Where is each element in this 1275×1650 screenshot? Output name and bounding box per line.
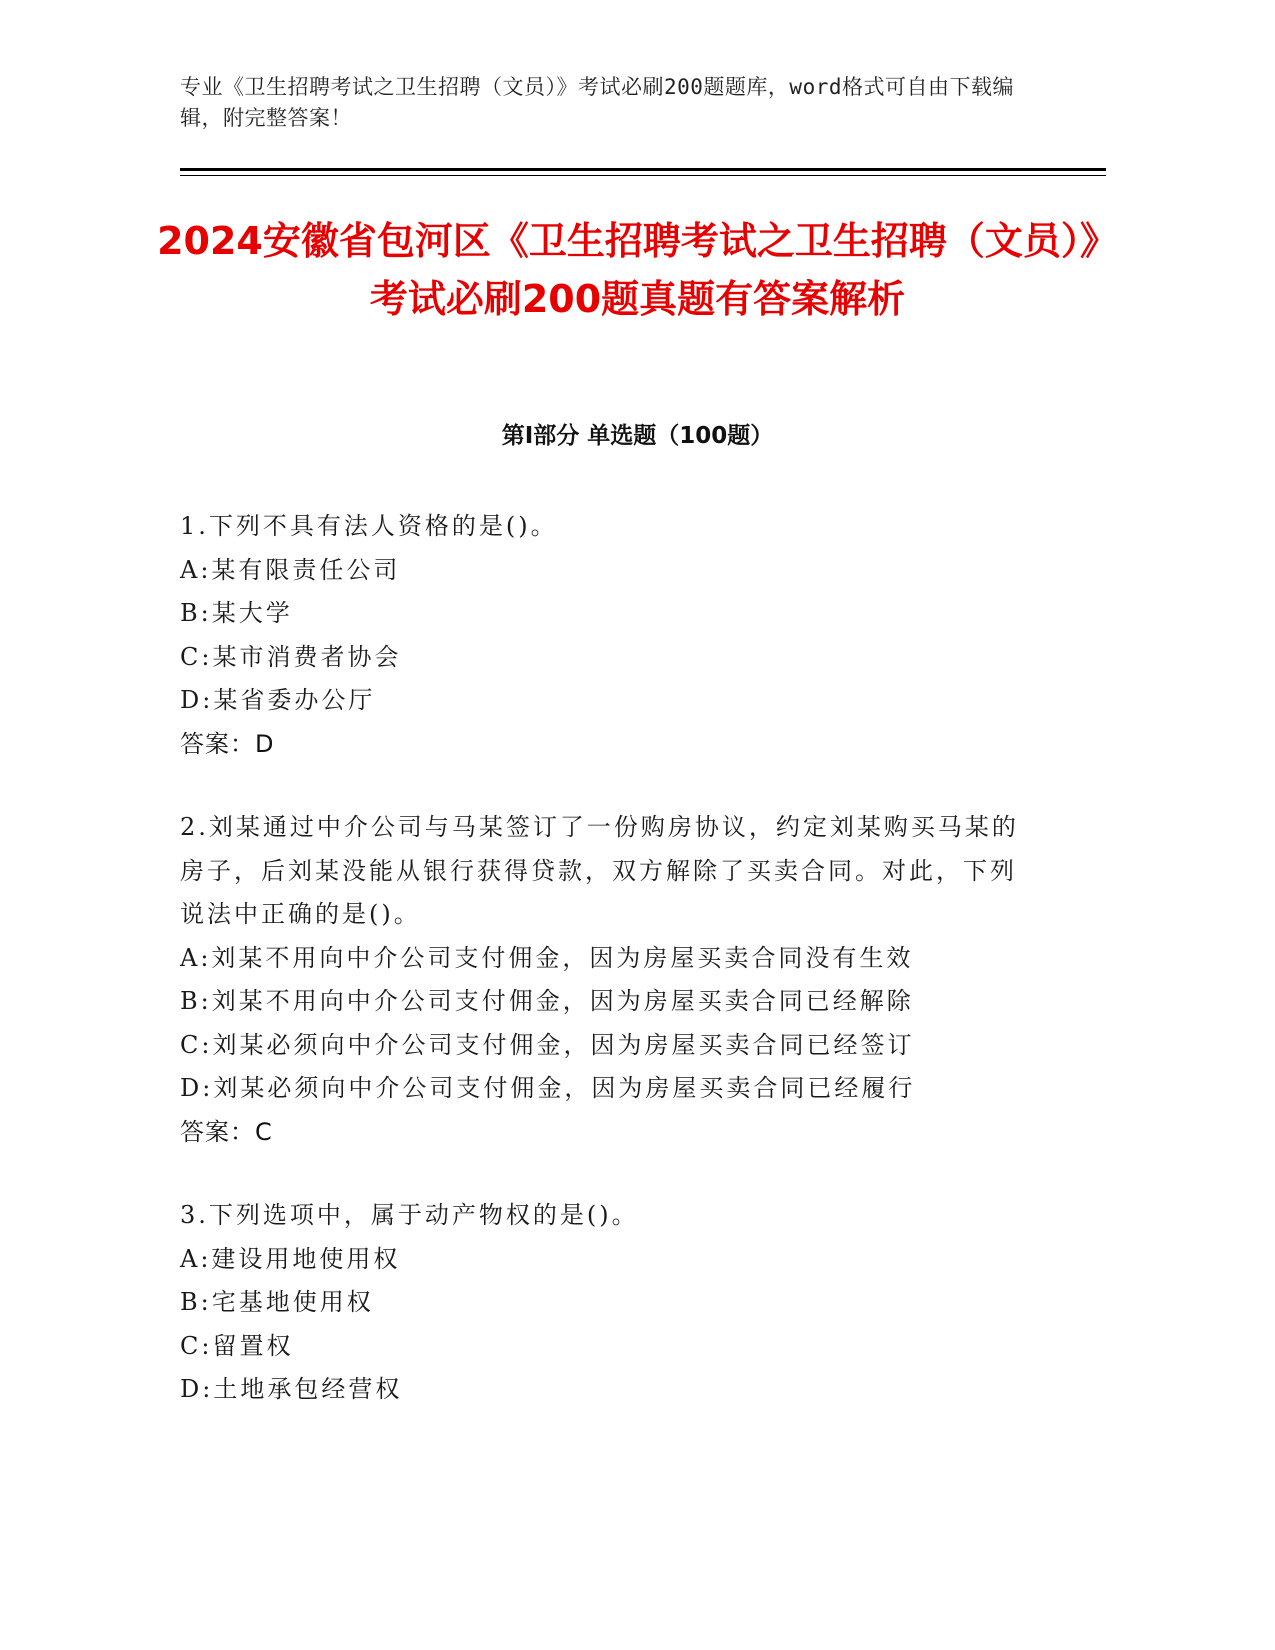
question-stem: 2.刘某通过中介公司与马某签订了一份购房协议，约定刘某购买马某的房子，后刘某没能从银行获得贷款，双方解除了买卖合同。对此，下列说法中正确的是()。 — [180, 813, 1019, 928]
option-c: C:某市消费者协会 — [180, 642, 402, 671]
option-a: A:某有限责任公司 — [180, 555, 401, 584]
option-c: C:刘某必须向中介公司支付佣金，因为房屋买卖合同已经签订 — [180, 1030, 915, 1059]
question-stem: 3.下列选项中，属于动产物权的是()。 — [180, 1201, 639, 1229]
option-a: A:建设用地使用权 — [180, 1244, 401, 1273]
question-list — [180, 505, 1040, 1452]
answer-line: 答案：D — [180, 729, 275, 758]
header-divider-thick — [180, 168, 1106, 171]
option-c: C:留置权 — [180, 1331, 294, 1360]
option-d: D:某省委办公厅 — [180, 686, 376, 714]
option-b: B:刘某不用向中介公司支付佣金，因为房屋买卖合同已经解除 — [180, 987, 914, 1015]
option-d: D:刘某必须向中介公司支付佣金，因为房屋买卖合同已经履行 — [180, 1074, 916, 1102]
question-3 — [180, 1194, 1040, 1412]
option-a: A:刘某不用向中介公司支付佣金，因为房屋买卖合同没有生效 — [180, 943, 914, 972]
section-title: 第I部分 单选题（100题） — [501, 423, 774, 449]
document-title: 2024安徽省包河区《卫生招聘考试之卫生招聘（文员）》考试必刷200题真题有答案解析 — [157, 219, 1118, 321]
question-stem: 1.下列不具有法人资格的是()。 — [180, 512, 558, 540]
header-note: 专业《卫生招聘考试之卫生招聘（文员）》考试必刷200题题库，word格式可自由下载编辑，附完整答案！ — [180, 75, 1014, 130]
option-d: D:土地承包经营权 — [180, 1375, 403, 1403]
answer-line: 答案：C — [180, 1117, 273, 1146]
question-2 — [180, 806, 1040, 1154]
option-b: B:宅基地使用权 — [180, 1288, 374, 1316]
option-b: B:某大学 — [180, 599, 293, 627]
question-1 — [180, 505, 1040, 766]
header-divider-thin — [180, 175, 1106, 176]
